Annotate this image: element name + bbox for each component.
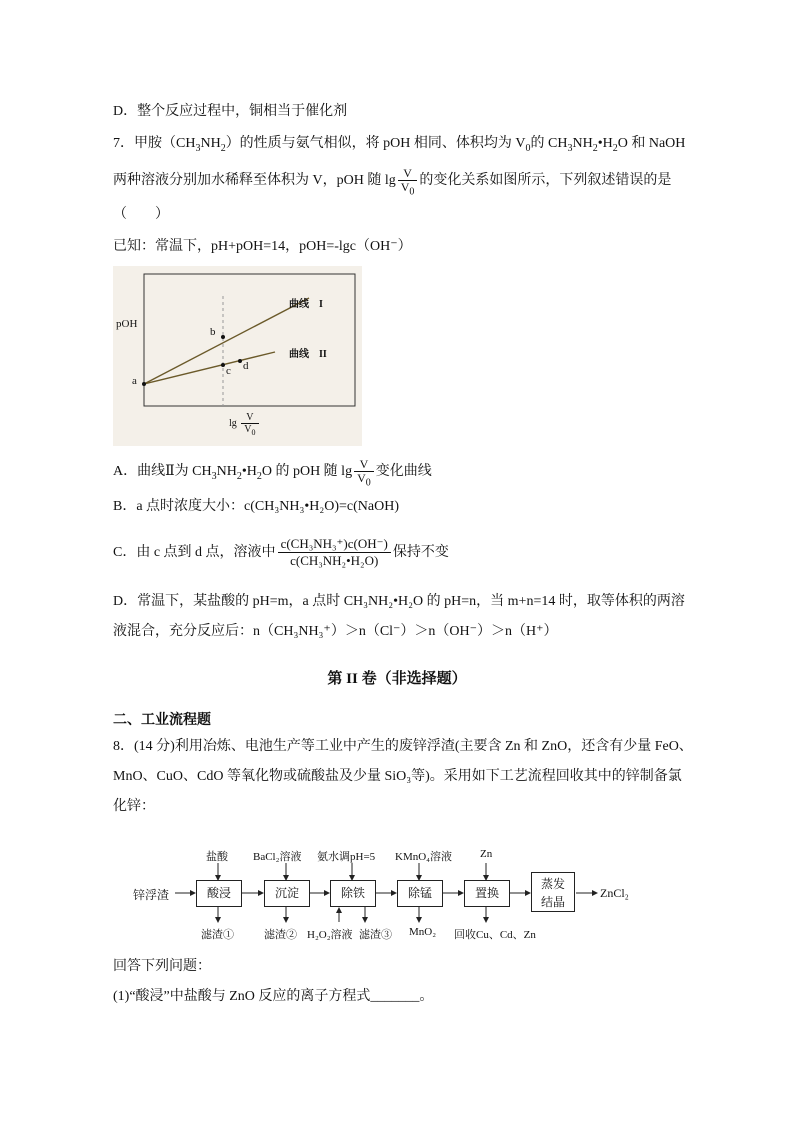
step-replacement: 置换 xyxy=(464,880,510,907)
poh-dilution-graph xyxy=(113,266,362,446)
step-remove-manganese: 除锰 xyxy=(397,880,443,907)
reagent-hcl: 盐酸 xyxy=(206,851,228,863)
reagent-ammonia: 氨水调pH=5 xyxy=(317,851,376,863)
q8-stem-line3: 化锌： xyxy=(113,799,155,814)
y-axis-label: pOH xyxy=(116,318,138,330)
v-over-v0-fraction: $\frac{V}{V_0}$ xyxy=(398,167,418,194)
q8-subquestion-1: (1)“酸浸”中盐酸与 ZnO 反应的离子方程式_______。 xyxy=(113,989,434,1004)
product-mno2: MnO₂ xyxy=(409,926,437,938)
curve-1-label: 曲线 I xyxy=(289,299,323,310)
reagent-kmno4: KMnO₄溶液 xyxy=(395,851,453,863)
curve-2-line xyxy=(144,352,275,384)
point-b-label: b xyxy=(210,326,216,338)
q8-stem-line2: MnO、CuO、CdO 等氧化物或硫酸盐及少量 SiO₃等)。采用如下工艺流程回收其中的锌制备氯 xyxy=(113,769,682,784)
reagent-h2o2: H₂O₂溶液 xyxy=(307,929,353,941)
point-a-marker xyxy=(142,382,146,386)
q7-option-a: A．曲线Ⅱ为 $CH_3NH_2•H_2O$ 的 pOH 随 lg $\frac{V}{V_0}$ 变化曲线 xyxy=(113,457,432,489)
output-product: ZnCl₂ xyxy=(600,886,629,900)
part-2-heading: 第 II 卷（非选择题） xyxy=(327,671,467,687)
point-c-label: c xyxy=(226,365,231,377)
q8-stem-line1: 8．(14 分)利用冶炼、电池生产等工业中产生的废锌浮渣(主要含 Zn 和 ZnO，还含有少量 FeO、 xyxy=(113,739,693,754)
q6-option-d: D．整个反应过程中，铜相当于催化剂 xyxy=(113,104,348,119)
q7-option-b: B．a 点时浓度大小：c(CH₃NH₃•H₂O)=c(NaOH) xyxy=(113,499,400,514)
point-b-marker xyxy=(221,335,225,339)
reagent-bacl2: BaCl₂溶液 xyxy=(253,851,302,863)
q7-answer-paren: （ ） xyxy=(113,207,169,222)
q7-stem-line1: 7．甲胺$(CH_3NH_2)$的性质与氨气相似，将 pOH 相同、体积均为 $V_0$的 $CH_3NH_2•H_2O$ 和 NaOH xyxy=(113,136,686,154)
section-title: 二、工业流程题 xyxy=(113,713,211,728)
q7-stem-line2: 两种溶液分别加水稀释至体积为 V，pOH 随 lg $\frac{V}{V_0}$ 的变化关系如图所示，下列叙述错误的是 xyxy=(113,166,672,198)
q7-option-c: C．由 c 点到 d 点，溶液中 $\frac{\text{c(CH₃NH₃⁺)c(OH⁻)}}{\text{c(CH₃NH₂•H₂O)}}$ 保持不变 xyxy=(113,536,449,569)
q7-known-condition: 已知：常温下，pH+pOH=14，pOH=-lgc（OH⁻） xyxy=(113,239,412,254)
curve-2-label: 曲线 II xyxy=(289,349,327,360)
residue-2: 滤渣② xyxy=(264,929,297,941)
q7-option-d-line2: 液混合，充分反应后：n（CH₃NH₃⁺）＞n（Cl⁻）＞n（OH⁻）＞n（H⁺） xyxy=(113,624,558,639)
input-material: 锌浮渣 xyxy=(133,888,170,902)
step-remove-iron: 除铁 xyxy=(330,880,376,907)
point-d-marker xyxy=(238,359,242,363)
point-a-label: a xyxy=(132,375,137,387)
x-axis-label: lg $\frac{V}{V_0}$ xyxy=(229,412,261,435)
q7-option-d-line1: D．常温下，某盐酸的 pH=m，a 点时 CH₃NH₂•H₂O 的 pH=n，当 m+n=14 时，取等体积的两溶 xyxy=(113,594,685,609)
graph-frame xyxy=(144,274,355,406)
step-acid-leach: 酸浸 xyxy=(196,880,242,907)
step-evaporate-crystallize: 蒸发 结晶 xyxy=(531,872,575,912)
residue-3: 滤渣③ xyxy=(359,929,392,941)
point-c-marker xyxy=(221,363,225,367)
reagent-zn: Zn xyxy=(480,848,493,860)
answer-prompt: 回答下列问题： xyxy=(113,959,211,974)
recovered-metals: 回收Cu、Cd、Zn xyxy=(454,929,536,941)
residue-1: 滤渣① xyxy=(201,929,234,941)
step-precipitate: 沉淀 xyxy=(264,880,310,907)
point-d-label: d xyxy=(243,360,249,372)
process-flowchart xyxy=(133,842,673,947)
